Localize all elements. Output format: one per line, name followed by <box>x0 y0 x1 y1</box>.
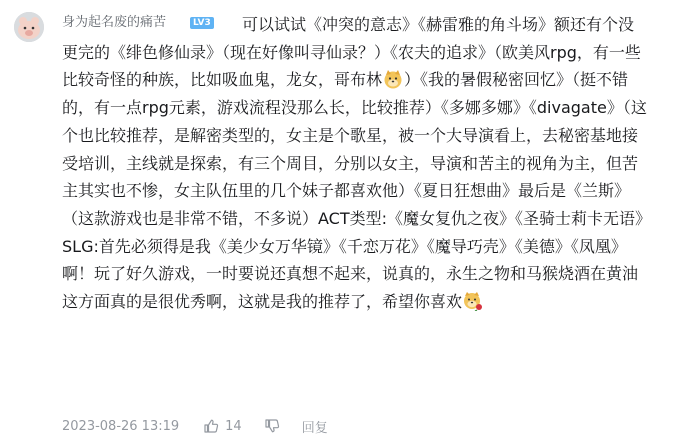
username[interactable]: 身为起名废的痛苦 <box>62 15 167 30</box>
like-count: 14 <box>225 418 242 434</box>
doge-rose-emoji-icon <box>463 291 483 311</box>
doge-emoji-icon <box>383 69 403 89</box>
comment-footer <box>62 416 328 436</box>
avatar[interactable] <box>14 12 44 42</box>
level-badge: LV3 <box>190 17 214 29</box>
comment-text-part-1: 可以试试《冲突的意志》《赫雷雅的角斗场》额还有个没更完的《绯色修仙录》（现在好像叫寻仙录？）《农夫的追求》（欧美风rpg，有一些比较奇怪的种族，比如吸血鬼，龙女，哥布林 <box>62 15 641 90</box>
thumbs-down-icon <box>264 418 280 434</box>
avatar-image-icon <box>14 12 44 42</box>
dislike-button[interactable] <box>264 418 280 434</box>
comment-text <box>62 11 647 316</box>
thumbs-up-icon <box>203 418 219 434</box>
comment-date: 2023-08-26 13:19 <box>62 418 180 434</box>
like-button[interactable] <box>203 418 264 434</box>
reply-button[interactable]: 回复 <box>301 420 328 436</box>
comment-text-part-2: ）《我的暑假秘密回忆》（挺不错的，有一点rpg元素，游戏流程没那么长，比较推荐）《多娜多娜》《divagate》（这个也比较推荐，是解密类型的，女主是个歌星，被一个大导演看上，去秘密基地接受培训，主线就是探索，有三个周目，分别以女主，导演和苦主的视角为主，但苦主其实也不惨，女主队伍里的几个妹子都喜欢他）《夏日狂想曲》最后是《兰斯》（这款游戏也是非常不错，不多说）ACT类型:《魔女复仇之夜》《圣骑士莉卡无语》SLG:首先必须得是我《美少女万华镜》《千恋万花》《魔导巧壳》《美德》《凤凰》啊！玩了好久游戏，一时要说还真想不起来，说真的，永生之物和马猴烧酒在黄油这方面真的是很优秀啊，这就是我的推荐了，希望你喜欢 <box>62 70 647 312</box>
